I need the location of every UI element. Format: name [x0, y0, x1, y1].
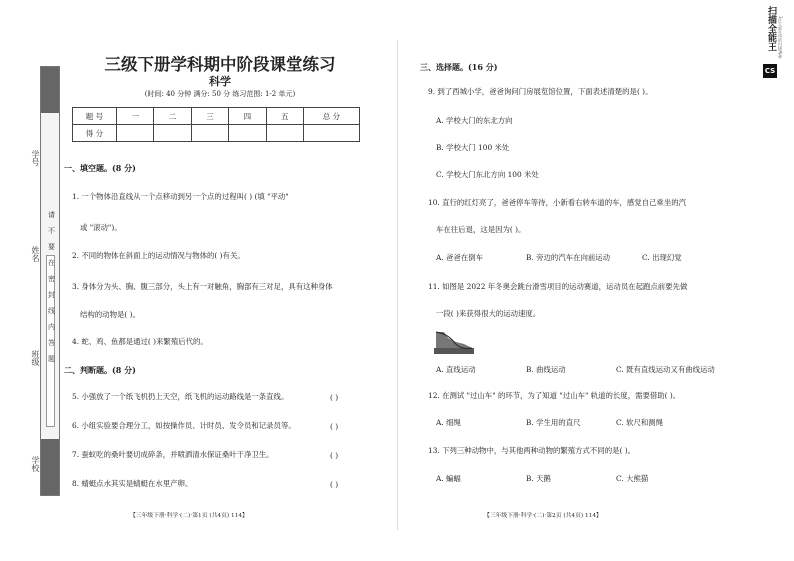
seal-char: 不 — [48, 227, 55, 235]
seal-char: 内 — [48, 323, 55, 331]
seal-char: 密 — [48, 275, 55, 283]
seal-char: 在 — [48, 259, 55, 267]
score-cell[interactable] — [304, 125, 360, 142]
question-10-line2: 车在往后退，这是因为( )。 — [436, 225, 526, 234]
score-cell[interactable] — [117, 125, 154, 142]
binding-bottom-dark — [41, 439, 59, 495]
score-header-cell: 三 — [191, 108, 228, 125]
question-7: 7. 蚕蚁吃的桑叶要切成碎条，并喷洒清水保证桑叶干净卫生。 — [72, 450, 274, 459]
seal-char: 要 — [48, 243, 55, 251]
track-slope — [436, 332, 472, 348]
option-11a[interactable]: A. 直线运动 — [436, 365, 476, 374]
question-1-line1: 1. 一个物体沿直线从一个点移动到另一个点的过程叫( ) (填 "平动" — [72, 192, 289, 201]
question-11-line2: 一段( )来获得很大的运动速度。 — [436, 309, 541, 318]
score-header-cell: 四 — [229, 108, 266, 125]
cs-logo-icon: CS — [763, 64, 777, 78]
label-school: 学校 — [31, 456, 40, 472]
score-cell[interactable] — [266, 125, 303, 142]
option-12a[interactable]: A. 细绳 — [436, 418, 461, 427]
question-13: 13. 下列三种动物中，与其他两种动物的繁殖方式不同的是( )。 — [428, 446, 635, 455]
option-9a[interactable]: A. 学校大门的东北方向 — [436, 116, 513, 125]
score-cell[interactable] — [191, 125, 228, 142]
question-8: 8. 蜻蜓点水其实是蜻蜓在水里产卵。 — [72, 479, 193, 488]
scanner-logo — [763, 6, 783, 78]
option-11b[interactable]: B. 曲线运动 — [526, 365, 566, 374]
page-subtitle: 科学 — [209, 75, 231, 88]
answer-paren-7[interactable]: ( ) — [330, 451, 339, 460]
score-table — [72, 107, 360, 142]
answer-paren-8[interactable]: ( ) — [330, 480, 339, 489]
label-name: 姓名 — [31, 246, 40, 262]
seal-char: 线 — [48, 307, 55, 315]
section-fill-blank: 一、填空题。(8 分) — [64, 163, 136, 173]
page-title: 三级下册学科期中阶段课堂练习 — [104, 55, 336, 74]
option-10b[interactable]: B. 旁边的汽车在向前运动 — [526, 253, 611, 262]
score-header-cell: 题 号 — [73, 108, 117, 125]
score-header-cell: 总 分 — [304, 108, 360, 125]
section-true-false: 二、判断题。(8 分) — [64, 365, 136, 375]
ski-jump-track-image — [434, 328, 474, 354]
score-header-cell: 一 — [117, 108, 154, 125]
binding-top-dark — [41, 67, 59, 113]
option-13a[interactable]: A. 蝙蝠 — [436, 474, 461, 483]
seal-char: 封 — [48, 291, 55, 299]
question-3-line2: 结构的动物是( )。 — [80, 310, 140, 319]
exam-info: (时间: 40 分钟 满分: 50 分 练习范围: 1-2 单元) — [144, 90, 296, 98]
score-cell[interactable] — [229, 125, 266, 142]
option-13c[interactable]: C. 大熊猫 — [616, 474, 649, 483]
option-12c[interactable]: C. 软尺和测绳 — [616, 418, 664, 427]
answer-paren-5[interactable]: ( ) — [330, 393, 339, 402]
question-3-line1: 3. 身体分为头、胸、腹三部分，头上有一对触角，胸部有三对足，具有这种身体 — [72, 282, 333, 291]
label-class: 班级 — [31, 350, 40, 366]
score-header-cell: 五 — [266, 108, 303, 125]
page-divider — [397, 40, 398, 530]
seal-char: 请 — [48, 211, 55, 219]
option-11c[interactable]: C. 既有直线运动又有曲线运动 — [616, 365, 715, 374]
question-10-line1: 10. 直行的红灯亮了，爸爸停车等待，小新看右转车道的车，感觉自己乘坐的汽 — [428, 198, 686, 207]
score-table-score-row — [73, 125, 360, 142]
option-9c[interactable]: C. 学校大门东北方向 100 米处 — [436, 170, 539, 179]
page-footer-1: 【三年级下册·科学·(二)·第1页 (共4页) 114】 — [130, 513, 248, 519]
score-row-label: 得 分 — [73, 125, 117, 142]
question-2: 2. 不同的物体在斜面上的运动情况与物体的( )有关。 — [72, 251, 245, 260]
option-12b[interactable]: B. 学生用的直尺 — [526, 418, 581, 427]
option-9b[interactable]: B. 学校大门 100 米处 — [436, 143, 510, 152]
question-12: 12. 在测试 "过山车" 的环节，为了知道 "过山车" 轨道的长度，需要借助( )。 — [428, 391, 681, 400]
answer-paren-6[interactable]: ( ) — [330, 422, 339, 431]
score-cell[interactable] — [154, 125, 191, 142]
option-10c[interactable]: C. 出现幻觉 — [642, 253, 682, 262]
label-student-id: 学号 — [31, 150, 40, 166]
question-11-line1: 11. 如图是 2022 年冬奥会跳台滑雪项目的运动赛道，运动员在起跑点前要先做 — [428, 282, 688, 291]
question-4: 4. 蛇、鸡、鱼都是通过( )来繁殖后代的。 — [72, 337, 208, 346]
question-6: 6. 小组实验要合理分工，如按操作员、计时员、发令员和记录员等。 — [72, 421, 296, 430]
track-ground — [434, 348, 474, 354]
score-header-cell: 二 — [154, 108, 191, 125]
question-9: 9. 到了西城小学，爸爸询问门房展览馆位置，下面表述清楚的是( )。 — [428, 87, 653, 96]
scanner-logo-text: 扫描全能王 — [766, 6, 776, 51]
option-10a[interactable]: A. 爸爸在倒车 — [436, 253, 483, 262]
option-13b[interactable]: B. 天鹅 — [526, 474, 551, 483]
question-5: 5. 小强放了一个纸飞机扔上天空，纸飞机的运动路线是一条直线。 — [72, 392, 289, 401]
page-footer-2: 【三年级下册·科学·(二)·第2页 (共4页) 114】 — [484, 513, 602, 519]
score-table-header-row — [73, 108, 360, 125]
scanner-logo-subtext: 3亿人都在用的扫描App — [778, 16, 783, 59]
seal-char: 答 — [48, 339, 55, 347]
section-multiple-choice: 三、选择题。(16 分) — [420, 62, 498, 72]
seal-char: 题 — [48, 355, 55, 363]
question-1-line2: 或 "滚动")。 — [80, 223, 122, 232]
